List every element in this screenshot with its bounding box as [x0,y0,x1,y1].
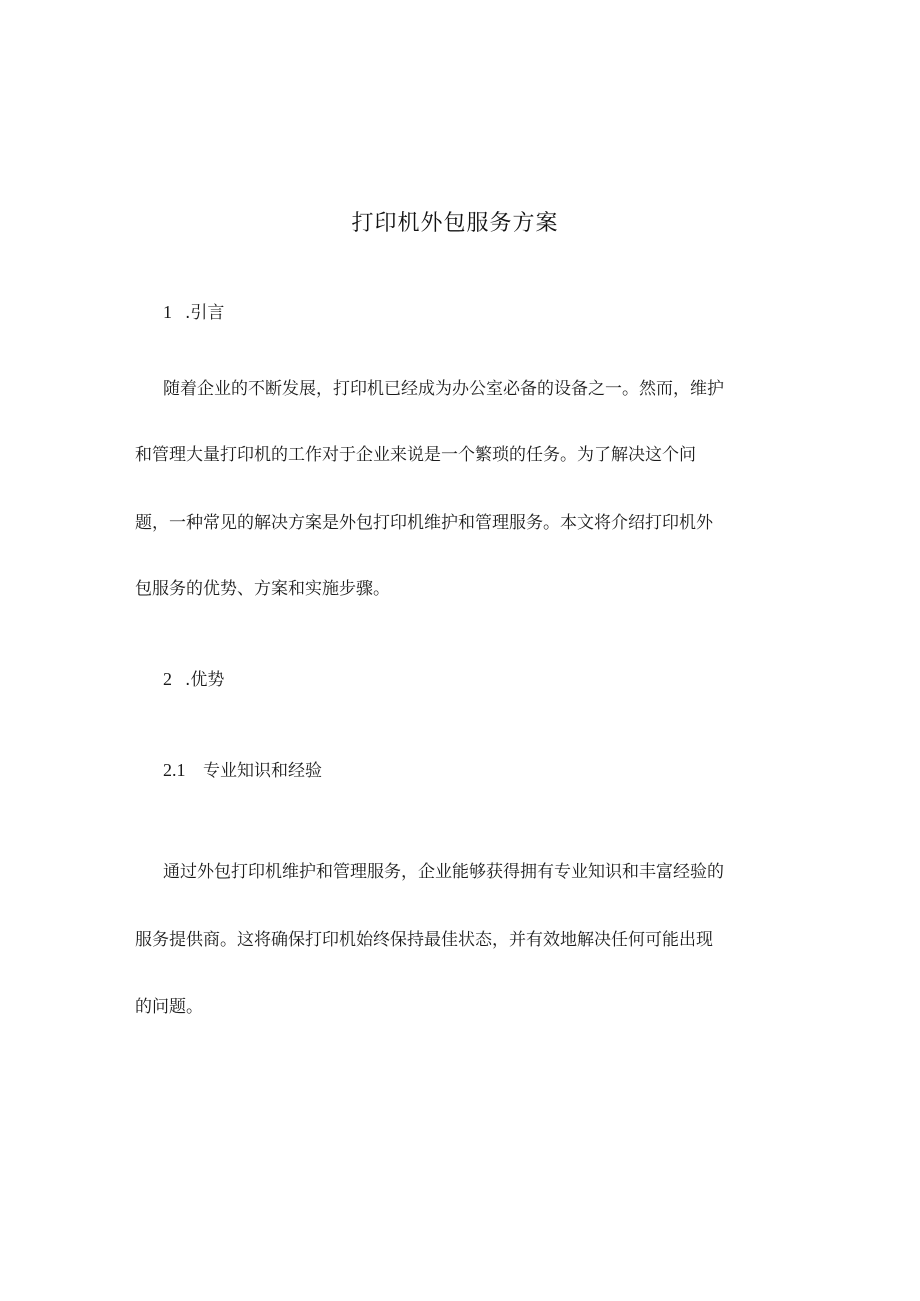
paragraph-line: 的问题。 [135,997,203,1017]
section-heading-text: .引言 [185,303,225,323]
subsection-heading-expertise [163,756,322,781]
paragraph-line: 包服务的优势、方案和实施步骤。 [135,579,390,599]
document-title: 打印机外包服务方案 [351,211,559,236]
section-heading-advantages [163,665,224,690]
paragraph-line: 和管理大量打印机的工作对于企业来说是一个繁琐的任务。为了解决这个问 [135,445,696,465]
subsection-heading-text: 专业知识和经验 [203,761,322,781]
section-heading-introduction [163,298,224,323]
paragraph-line: 通过外包打印机维护和管理服务，企业能够获得拥有专业知识和丰富经验的 [163,862,724,882]
section-number: 2 [163,669,172,689]
subsection-number: 2.1 [163,760,186,780]
section-number: 1 [163,302,172,322]
paragraph-line: 随着企业的不断发展，打印机已经成为办公室必备的设备之一。然而，维护 [163,379,724,399]
paragraph-line: 题，一种常见的解决方案是外包打印机维护和管理服务。本文将介绍打印机外 [135,513,713,533]
paragraph-line: 服务提供商。这将确保打印机始终保持最佳状态，并有效地解决任何可能出现 [135,930,713,950]
section-heading-text: .优势 [185,670,225,690]
